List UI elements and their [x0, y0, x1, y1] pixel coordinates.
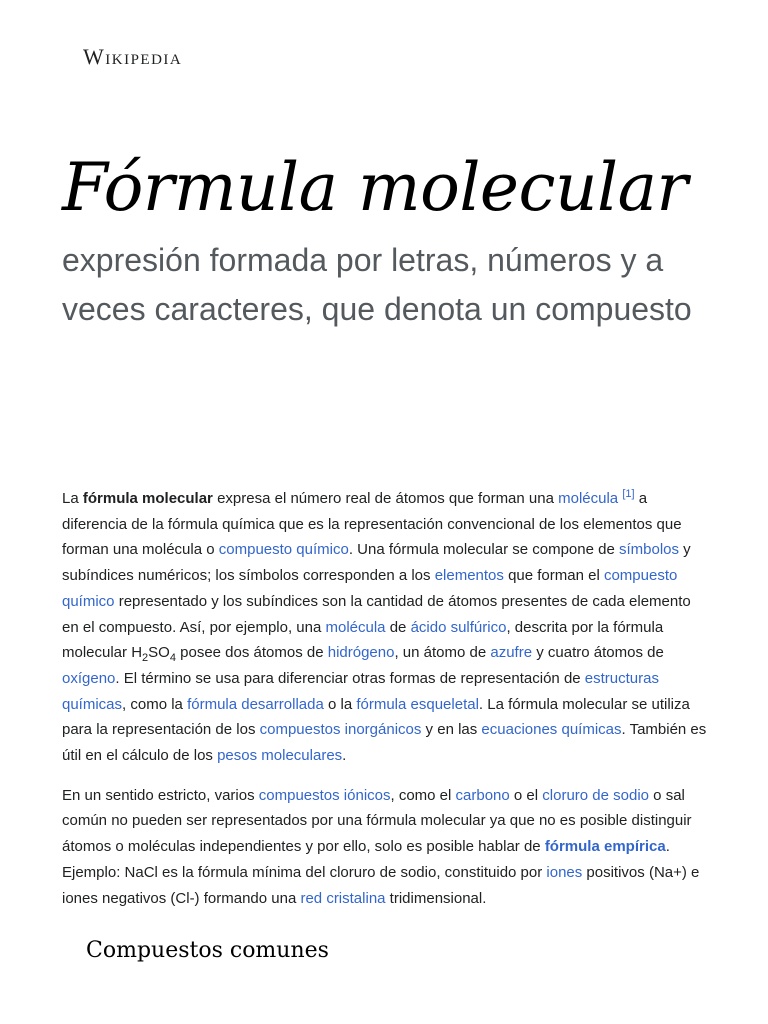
link-pesos-moleculares[interactable]: pesos moleculares	[217, 747, 343, 765]
text: La	[62, 490, 83, 507]
text: representado y los subíndices son la cantidad de átomos presentes de cada elemento en el compuesto. Así, por ejemplo, una	[62, 592, 691, 636]
section-heading[interactable]: Compuestos comunes	[86, 938, 329, 963]
text: y en las	[421, 721, 482, 739]
link-compuestos-ionicos[interactable]: compuestos iónicos	[258, 786, 391, 804]
link-compuesto-quimico-2[interactable]: compuesto químico	[62, 567, 678, 610]
text: o sal común no pueden ser representados por una fórmula molecular ya que no es posible distinguir átomos o moléculas independientes y por ello, solo es posible hablar de	[62, 786, 692, 856]
link-red-cristalina[interactable]: red cristalina	[300, 889, 386, 907]
link-azufre[interactable]: azufre	[490, 644, 533, 662]
link-oxigeno[interactable]: oxígeno	[62, 669, 116, 687]
text: , descrita por la fórmula molecular H	[62, 618, 664, 662]
text: , como la	[122, 695, 188, 713]
link-molecula-2[interactable]: molécula	[325, 618, 386, 636]
text: que forman el	[503, 567, 604, 585]
page-title: Fórmula molecular	[62, 149, 688, 226]
text: posee dos átomos de	[175, 644, 328, 662]
link-elementos[interactable]: elementos	[434, 567, 504, 585]
link-acido-sulfurico[interactable]: ácido sulfúrico	[410, 618, 507, 636]
text: a diferencia de la fórmula química que es la representación convencional de los elementos que forman una molécula o	[62, 490, 682, 559]
text: SO	[148, 644, 170, 662]
link-formula-desarrollada[interactable]: fórmula desarrollada	[187, 695, 324, 713]
text: . Ejemplo: NaCl es la fórmula mínima del cloruro de sodio, constituido por	[62, 838, 670, 881]
subscript: 2	[142, 652, 149, 665]
text: y subíndices numéricos; los símbolos corresponden a los	[62, 541, 691, 585]
subscript: 4	[169, 652, 176, 665]
link-ecuaciones-quimicas[interactable]: ecuaciones químicas	[481, 721, 622, 739]
link-molecula[interactable]: molécula	[558, 490, 619, 507]
text: o el	[509, 786, 543, 804]
bold-term: fórmula molecular	[82, 490, 213, 507]
text: de	[385, 618, 411, 636]
text: tridimensional.	[385, 889, 487, 907]
text: . El término se usa para diferenciar otras formas de representación de	[115, 669, 585, 687]
text: o la	[323, 695, 357, 713]
link-compuestos-inorganicos[interactable]: compuestos inorgánicos	[259, 721, 422, 739]
reference-link[interactable]: [1]	[622, 488, 635, 500]
article-body	[62, 486, 707, 925]
paragraph-1	[62, 486, 707, 769]
wikipedia-logo[interactable]: Wikipedia	[83, 44, 183, 69]
link-simbolos[interactable]: símbolos	[618, 541, 680, 559]
link-iones[interactable]: iones	[546, 863, 583, 881]
link-carbono[interactable]: carbono	[455, 786, 510, 804]
link-formula-empirica[interactable]: fórmula empírica	[544, 838, 666, 856]
text: , un átomo de	[394, 644, 491, 662]
paragraph-2	[62, 783, 707, 912]
text: . La fórmula molecular se utiliza para la representación de los	[62, 695, 690, 739]
text: , como el	[390, 786, 456, 804]
link-cloruro-de-sodio[interactable]: cloruro de sodio	[542, 786, 650, 804]
text: En un sentido estricto, varios	[62, 786, 259, 804]
text: . Una fórmula molecular se compone de	[348, 541, 619, 559]
text: expresa el número real de átomos que forman una	[212, 490, 559, 507]
link-estructuras-quimicas[interactable]: estructuras químicas	[62, 669, 659, 713]
text: positivos (Na+) e iones negativos (Cl-) formando una	[62, 863, 700, 907]
page-description: expresión formada por letras, números y a veces caracteres, que denota un compuesto	[62, 242, 692, 327]
link-formula-esqueletal[interactable]: fórmula esqueletal	[356, 695, 479, 713]
link-hidrogeno[interactable]: hidrógeno	[327, 644, 395, 662]
text: . También es útil en el cálculo de los	[62, 721, 707, 765]
text: y cuatro átomos de	[532, 644, 664, 662]
text: .	[342, 747, 347, 765]
link-compuesto-quimico[interactable]: compuesto químico	[218, 541, 349, 559]
